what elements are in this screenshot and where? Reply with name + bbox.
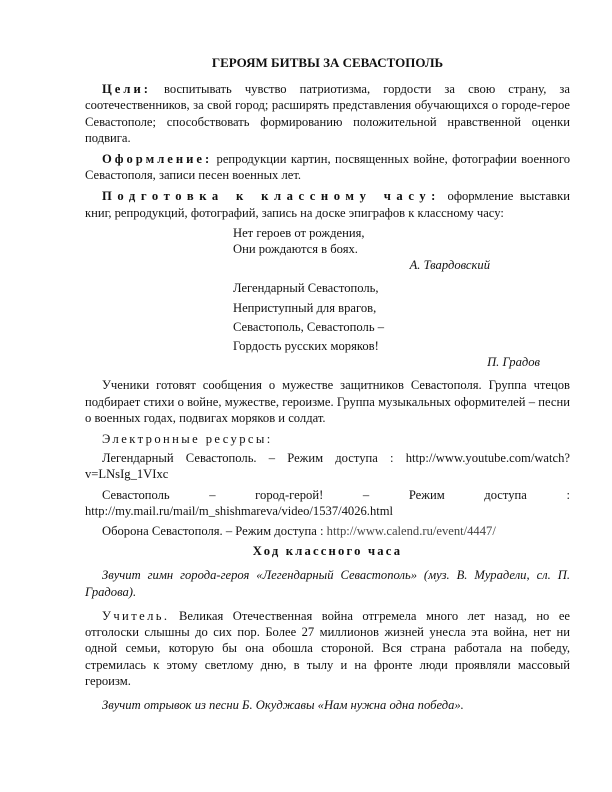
goals-paragraph bbox=[85, 81, 570, 146]
song-paragraph: Звучит отрывок из песни Б. Окуджавы «Нам нужна одна победа». bbox=[102, 697, 464, 712]
design-paragraph bbox=[85, 151, 570, 183]
prep-text: оформление выставки книг, репродукций, фотографий, запись на доске эпиграфов к классному часу: bbox=[85, 189, 570, 220]
epigraph-2 bbox=[233, 280, 570, 370]
epigraph-1-line: Нет героев от рождения, bbox=[233, 225, 365, 240]
design-label: Оформление: bbox=[102, 152, 213, 167]
resource-item bbox=[85, 523, 570, 539]
epigraph-2-author: П. Градов bbox=[487, 355, 540, 370]
document-page bbox=[85, 55, 570, 718]
teacher-paragraph bbox=[85, 608, 570, 689]
epigraph-1 bbox=[233, 225, 570, 274]
teacher-text: Великая Отечественная война отгремела много лет назад, но ее отголоски слышны до сих пор. Более 27 миллионов жизней унесла эта война, нет ни одной семьи, которую бы она обошла стороной. Вся страна работала на победу, стремилась к этому светлому дню, в тылу и на фронте люди проявляли массовый героизм. bbox=[85, 608, 570, 688]
teacher-label: Учитель. bbox=[102, 608, 170, 623]
resource-item-3-prefix: Оборона Севастополя. – Режим доступа : bbox=[102, 524, 327, 539]
epigraph-2-line: Легендарный Севастополь, bbox=[233, 281, 379, 296]
epigraph-2-line: Севастополь, Севастополь – bbox=[233, 319, 385, 334]
page-title: ГЕРОЯМ БИТВЫ ЗА СЕВАСТОПОЛЬ bbox=[211, 55, 444, 70]
design-text: репродукции картин, посвященных войне, фотографии военного Севастополя, записи песен военных лет. bbox=[85, 152, 570, 183]
resources-label: Электронные ресурсы: bbox=[102, 432, 273, 447]
epigraph-1-line: Они рождаются в боях. bbox=[233, 242, 358, 257]
prep-paragraph bbox=[85, 188, 570, 220]
goals-label: Цели: bbox=[102, 82, 151, 97]
epigraph-2-line: Гордость русских моряков! bbox=[233, 339, 379, 354]
resources-heading bbox=[85, 431, 570, 447]
students-paragraph: Ученики готовят сообщения о мужестве защитников Севастополя. Группа чтецов подбирает стихи о войне, мужестве, героизме. Группа музыкальных оформителей – песни о военных годах, подвигах моряков и солдат. bbox=[85, 378, 570, 425]
resource-item-3-url[interactable]: http://www.calend.ru/event/4447/ bbox=[326, 524, 496, 539]
prep-label: Подготовка к классному часу: bbox=[102, 189, 441, 204]
epigraph-1-author: А. Твардовский bbox=[409, 258, 490, 273]
anthem-paragraph: Звучит гимн города-героя «Легендарный Севастополь» (муз. В. Мурадели, сл. П. Градова). bbox=[85, 568, 570, 599]
epigraph-2-line: Неприступный для врагов, bbox=[233, 300, 377, 315]
goals-text: воспитывать чувство патриотизма, гордости за свою страну, за соотечественников, за свой город; расширять представления обучающихся о городе-герое Севастополе; способствовать формированию положительной нравственной оценки подвига. bbox=[85, 82, 570, 145]
resource-item[interactable]: Легендарный Севастополь. – Режим доступа : http://www.youtube.com/watch?v=LNsIg_1VIxc bbox=[85, 451, 570, 482]
course-heading: Ход классного часа bbox=[252, 544, 403, 559]
resource-item[interactable]: Севастополь – город-герой! – Режим доступа : http://my.mail.ru/mail/m_shishmareva/video/1537/4026.html bbox=[85, 487, 570, 518]
